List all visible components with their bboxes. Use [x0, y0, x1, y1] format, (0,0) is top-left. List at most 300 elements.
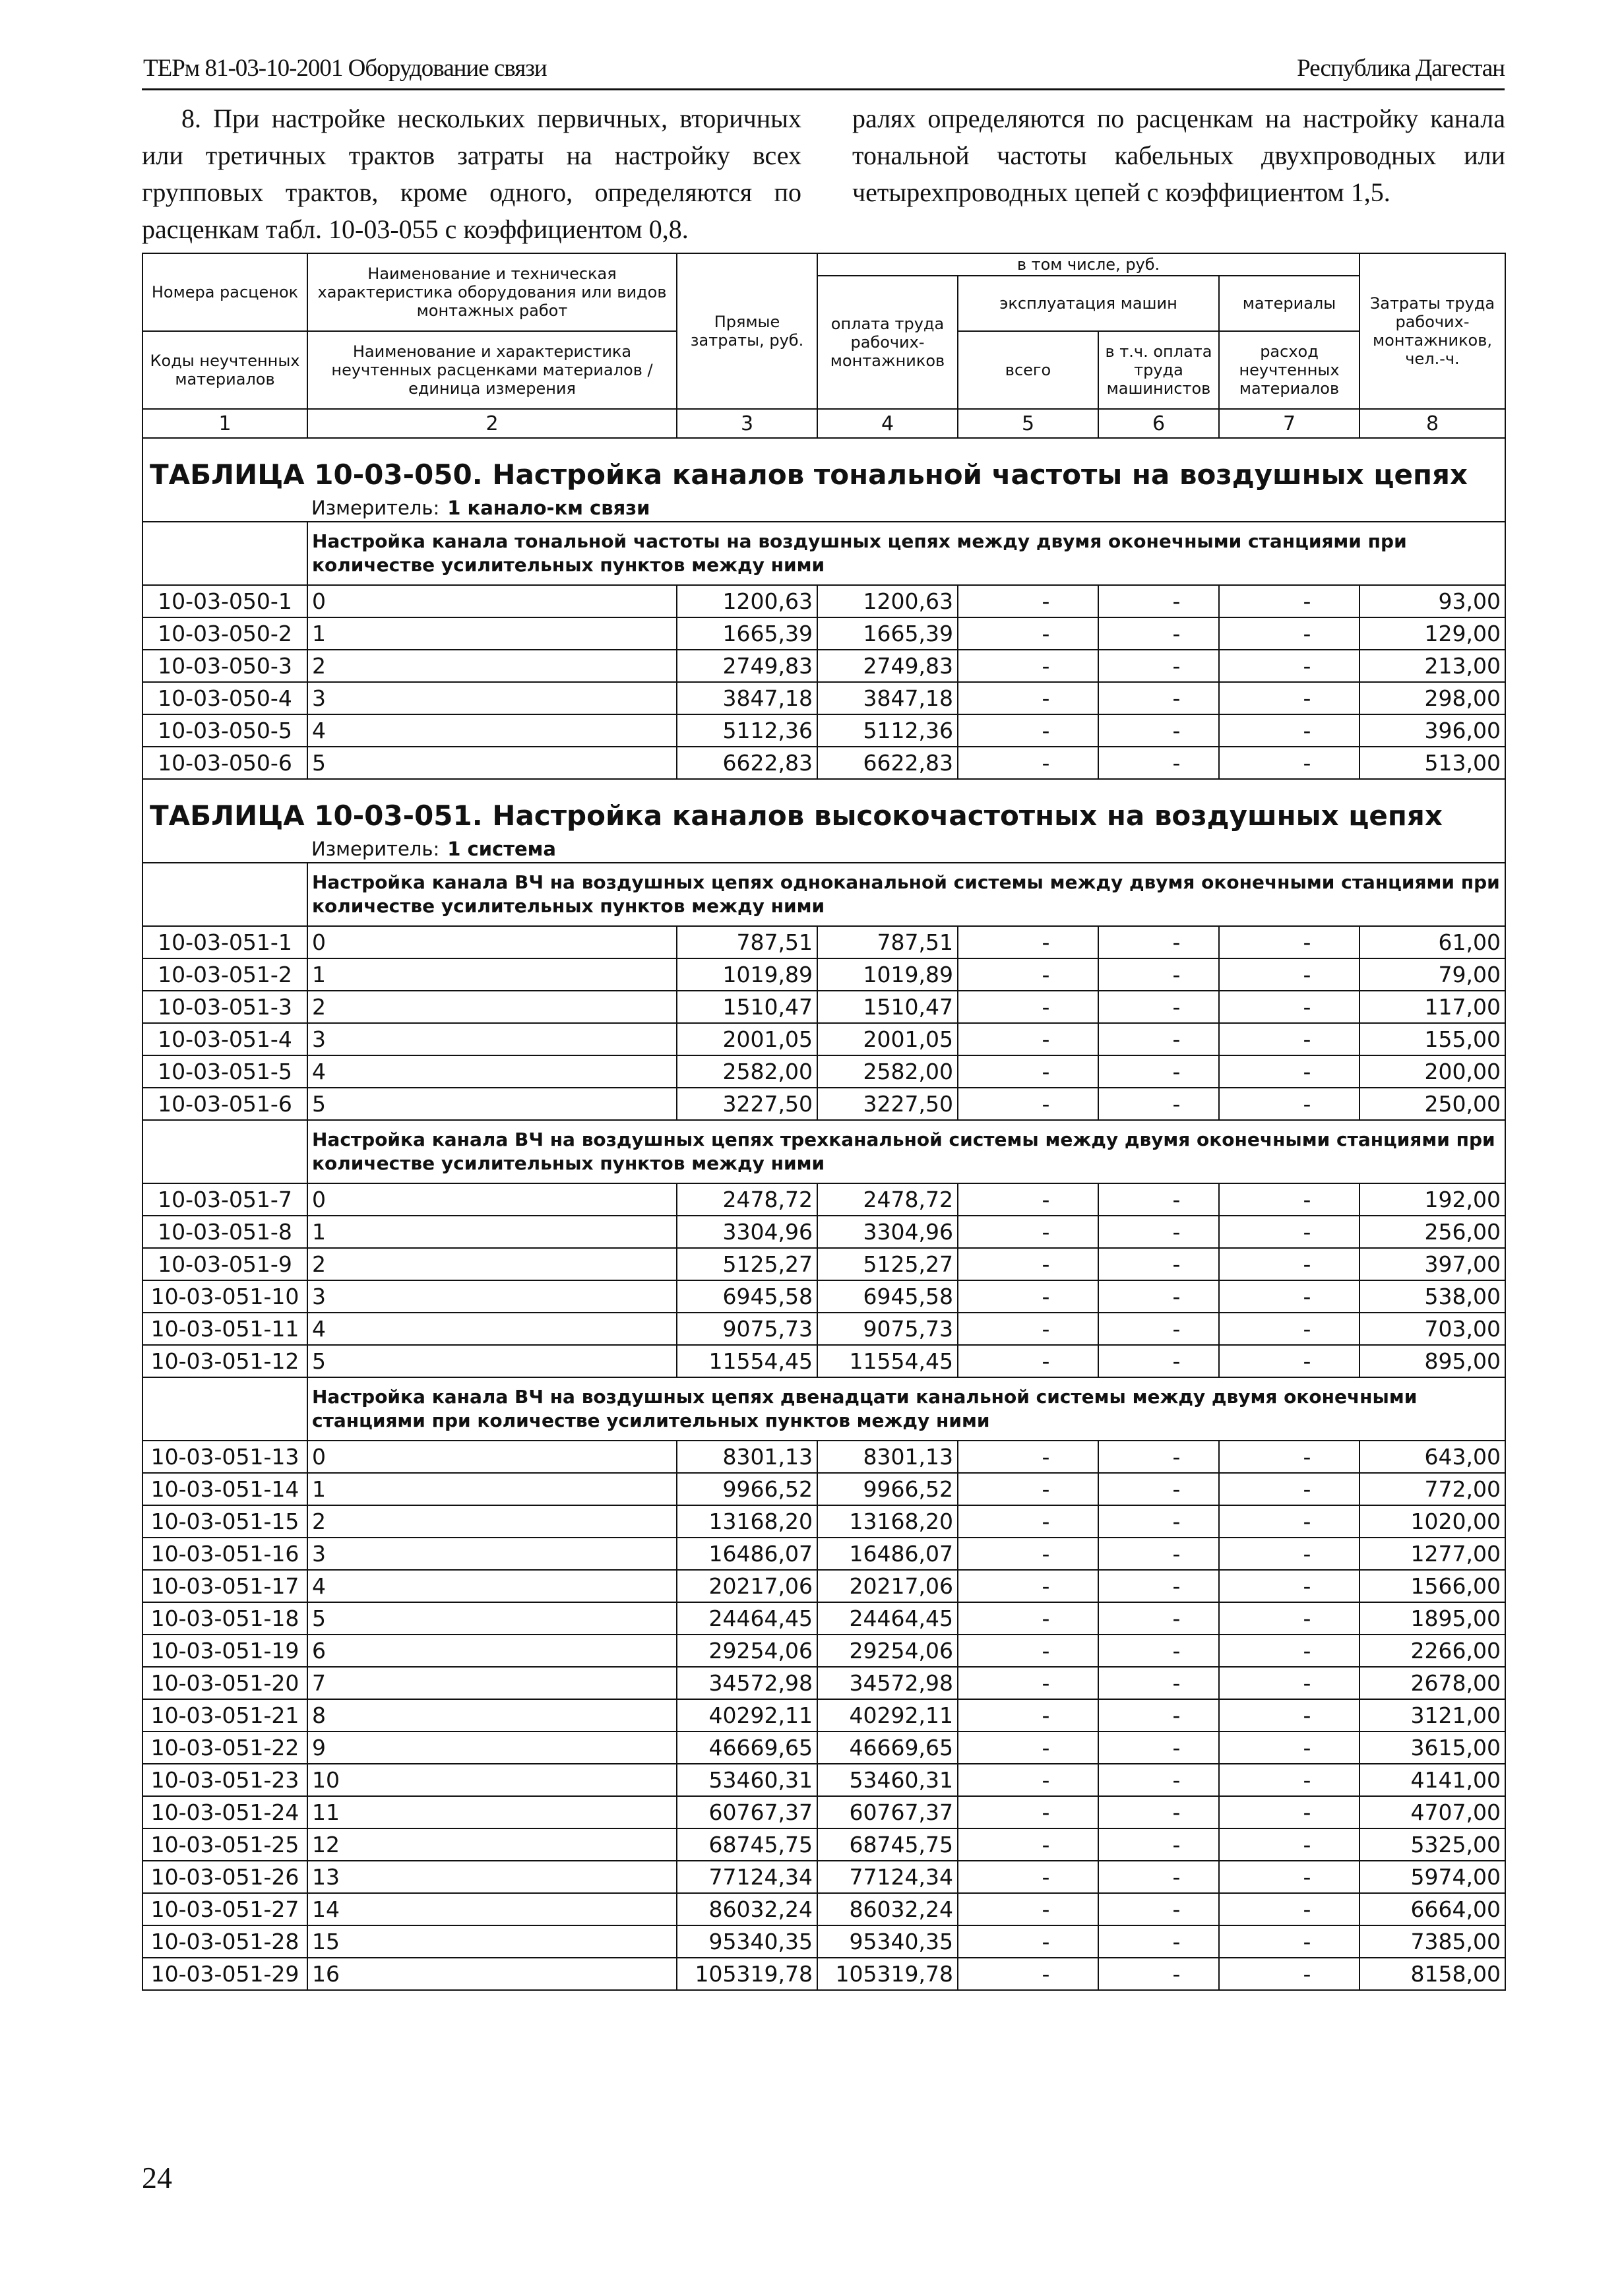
- material-consumption: -: [1219, 747, 1359, 779]
- labor-hours: 155,00: [1359, 1023, 1505, 1055]
- table-row: [142, 1183, 1505, 1216]
- machines-total: -: [958, 1958, 1098, 1990]
- direct-costs: 6945,58: [677, 1280, 817, 1313]
- col-header-work-name: Наименование и техническая характеристика оборудования или видов монтажных работ: [307, 253, 677, 331]
- labor-hours: 93,00: [1359, 585, 1505, 617]
- amplifier-count: 2: [307, 650, 677, 682]
- operator-wages: -: [1098, 926, 1219, 958]
- header-region: Республика Дагестан: [1297, 55, 1505, 82]
- material-consumption: -: [1219, 1183, 1359, 1216]
- direct-costs: 53460,31: [677, 1764, 817, 1796]
- direct-costs: 3847,18: [677, 682, 817, 714]
- machines-total: -: [958, 1248, 1098, 1280]
- machines-total: -: [958, 1699, 1098, 1731]
- material-consumption: -: [1219, 1441, 1359, 1473]
- operator-wages: -: [1098, 1183, 1219, 1216]
- amplifier-count: 15: [307, 1925, 677, 1958]
- rate-code: 10-03-051-16: [142, 1538, 307, 1570]
- col-header-material-codes: Коды неучтенных материалов: [142, 331, 307, 409]
- operator-wages: -: [1098, 1635, 1219, 1667]
- material-consumption: -: [1219, 1635, 1359, 1667]
- material-consumption: -: [1219, 1602, 1359, 1635]
- intro-paragraph-left: 8. При настройке нескольких первичных, вторичных или третичных трактов затраты на настройку всех групповых трактов, кроме одного, определяются по расценкам табл. 10-03-055 с коэффициентом 0,8.: [142, 104, 801, 244]
- material-consumption: -: [1219, 1505, 1359, 1538]
- direct-costs: 2001,05: [677, 1023, 817, 1055]
- amplifier-count: 2: [307, 1248, 677, 1280]
- labor-wages: 16486,07: [817, 1538, 958, 1570]
- amplifier-count: 5: [307, 1088, 677, 1120]
- column-number: 8: [1359, 409, 1505, 438]
- column-number: 4: [817, 409, 958, 438]
- table-row: [142, 1731, 1505, 1764]
- measure-row: [142, 836, 1505, 863]
- labor-hours: 117,00: [1359, 991, 1505, 1023]
- material-consumption: -: [1219, 1699, 1359, 1731]
- direct-costs: 6622,83: [677, 747, 817, 779]
- machines-total: -: [958, 1023, 1098, 1055]
- direct-costs: 86032,24: [677, 1893, 817, 1925]
- amplifier-count: 8: [307, 1699, 677, 1731]
- direct-costs: 24464,45: [677, 1602, 817, 1635]
- operator-wages: -: [1098, 1023, 1219, 1055]
- page-header: [142, 51, 1505, 90]
- amplifier-count: 0: [307, 1183, 677, 1216]
- rate-code: 10-03-051-24: [142, 1796, 307, 1828]
- labor-hours: 200,00: [1359, 1055, 1505, 1088]
- operator-wages: -: [1098, 1764, 1219, 1796]
- table-row: [142, 926, 1505, 958]
- operator-wages: -: [1098, 1313, 1219, 1345]
- machines-total: -: [958, 1280, 1098, 1313]
- operator-wages: -: [1098, 1055, 1219, 1088]
- rate-code: 10-03-051-17: [142, 1570, 307, 1602]
- operator-wages: -: [1098, 1667, 1219, 1699]
- amplifier-count: 5: [307, 1602, 677, 1635]
- labor-wages: 3847,18: [817, 682, 958, 714]
- material-consumption: -: [1219, 1893, 1359, 1925]
- material-consumption: -: [1219, 958, 1359, 991]
- direct-costs: 29254,06: [677, 1635, 817, 1667]
- material-consumption: -: [1219, 1764, 1359, 1796]
- amplifier-count: 2: [307, 1505, 677, 1538]
- operator-wages: -: [1098, 1345, 1219, 1377]
- group-subtitle-row: [142, 1120, 1505, 1183]
- table-row: [142, 1667, 1505, 1699]
- direct-costs: 34572,98: [677, 1667, 817, 1699]
- labor-wages: 6622,83: [817, 747, 958, 779]
- labor-hours: 4707,00: [1359, 1796, 1505, 1828]
- machines-total: -: [958, 1861, 1098, 1893]
- col-header-rate-numbers: Номера расценок: [142, 253, 307, 331]
- rate-code: 10-03-050-5: [142, 714, 307, 747]
- group-subtitle-row: [142, 522, 1505, 585]
- labor-hours: 643,00: [1359, 1441, 1505, 1473]
- material-consumption: -: [1219, 1023, 1359, 1055]
- rate-code: 10-03-051-9: [142, 1248, 307, 1280]
- machines-total: -: [958, 650, 1098, 682]
- table-row: [142, 1345, 1505, 1377]
- column-number: 7: [1219, 409, 1359, 438]
- material-consumption: -: [1219, 1796, 1359, 1828]
- measure-value: 1 система: [447, 838, 556, 860]
- labor-wages: 29254,06: [817, 1635, 958, 1667]
- table-row: [142, 650, 1505, 682]
- machines-total: -: [958, 1441, 1098, 1473]
- direct-costs: 1510,47: [677, 991, 817, 1023]
- material-consumption: -: [1219, 1731, 1359, 1764]
- amplifier-count: 16: [307, 1958, 677, 1990]
- page-number: 24: [142, 2161, 172, 2195]
- rate-code: 10-03-051-11: [142, 1313, 307, 1345]
- group-subtitle: Настройка канала ВЧ на воздушных цепях двенадцати канальной системы между двумя оконечными станциями при количестве усилительных пунктов между ними: [307, 1377, 1505, 1441]
- amplifier-count: 4: [307, 1313, 677, 1345]
- direct-costs: 2582,00: [677, 1055, 817, 1088]
- labor-wages: 40292,11: [817, 1699, 958, 1731]
- rates-table: [142, 253, 1506, 1991]
- direct-costs: 1665,39: [677, 617, 817, 650]
- col-header-including: в том числе, руб.: [817, 253, 1359, 276]
- labor-hours: 7385,00: [1359, 1925, 1505, 1958]
- table-row: [142, 1023, 1505, 1055]
- rate-code: 10-03-051-1: [142, 926, 307, 958]
- machines-total: -: [958, 682, 1098, 714]
- labor-hours: 5325,00: [1359, 1828, 1505, 1861]
- labor-wages: 2001,05: [817, 1023, 958, 1055]
- direct-costs: 20217,06: [677, 1570, 817, 1602]
- machines-total: -: [958, 1731, 1098, 1764]
- operator-wages: -: [1098, 1216, 1219, 1248]
- machines-total: -: [958, 617, 1098, 650]
- machines-total: -: [958, 991, 1098, 1023]
- machines-total: -: [958, 1602, 1098, 1635]
- rate-code: 10-03-051-23: [142, 1764, 307, 1796]
- direct-costs: 1019,89: [677, 958, 817, 991]
- labor-hours: 1277,00: [1359, 1538, 1505, 1570]
- table-row: [142, 1635, 1505, 1667]
- labor-hours: 192,00: [1359, 1183, 1505, 1216]
- labor-wages: 1200,63: [817, 585, 958, 617]
- direct-costs: 68745,75: [677, 1828, 817, 1861]
- col-header-operator-wages: в т.ч. оплата труда машинистов: [1098, 331, 1219, 409]
- col-header-material-name: Наименование и характеристика неучтенных расценками материалов / единица измерения: [307, 331, 677, 409]
- direct-costs: 40292,11: [677, 1699, 817, 1731]
- amplifier-count: 6: [307, 1635, 677, 1667]
- amplifier-count: 11: [307, 1796, 677, 1828]
- direct-costs: 16486,07: [677, 1538, 817, 1570]
- labor-wages: 46669,65: [817, 1731, 958, 1764]
- machines-total: -: [958, 1893, 1098, 1925]
- labor-wages: 11554,45: [817, 1345, 958, 1377]
- machines-total: -: [958, 1764, 1098, 1796]
- header-document-code: ТЕРм 81-03-10-2001 Оборудование связи: [143, 55, 547, 82]
- table-row: [142, 1893, 1505, 1925]
- rate-code: 10-03-051-20: [142, 1667, 307, 1699]
- amplifier-count: 1: [307, 1473, 677, 1505]
- labor-hours: 513,00: [1359, 747, 1505, 779]
- material-consumption: -: [1219, 714, 1359, 747]
- amplifier-count: 1: [307, 958, 677, 991]
- rate-code: 10-03-050-3: [142, 650, 307, 682]
- measure-label: Измеритель:: [311, 497, 440, 519]
- machines-total: -: [958, 1925, 1098, 1958]
- operator-wages: -: [1098, 1828, 1219, 1861]
- amplifier-count: 4: [307, 1055, 677, 1088]
- labor-wages: 1510,47: [817, 991, 958, 1023]
- rate-code: 10-03-051-14: [142, 1473, 307, 1505]
- material-consumption: -: [1219, 1473, 1359, 1505]
- direct-costs: 46669,65: [677, 1731, 817, 1764]
- operator-wages: -: [1098, 585, 1219, 617]
- material-consumption: -: [1219, 991, 1359, 1023]
- labor-hours: 256,00: [1359, 1216, 1505, 1248]
- direct-costs: 2478,72: [677, 1183, 817, 1216]
- table-row: [142, 1473, 1505, 1505]
- rate-code: 10-03-051-21: [142, 1699, 307, 1731]
- measure-cell: [307, 495, 1505, 522]
- column-number-row: [142, 409, 1505, 438]
- labor-hours: 396,00: [1359, 714, 1505, 747]
- direct-costs: 60767,37: [677, 1796, 817, 1828]
- labor-wages: 2478,72: [817, 1183, 958, 1216]
- labor-hours: 3121,00: [1359, 1699, 1505, 1731]
- col-header-direct-costs: Прямые затраты, руб.: [677, 253, 817, 409]
- direct-costs: 95340,35: [677, 1925, 817, 1958]
- group-subtitle: Настройка канала тональной частоты на воздушных цепях между двумя оконечными станциями при количестве усилительных пунктов между ними: [307, 522, 1505, 585]
- direct-costs: 77124,34: [677, 1861, 817, 1893]
- amplifier-count: 2: [307, 991, 677, 1023]
- labor-hours: 1020,00: [1359, 1505, 1505, 1538]
- labor-hours: 3615,00: [1359, 1731, 1505, 1764]
- table-row: [142, 1313, 1505, 1345]
- amplifier-count: 7: [307, 1667, 677, 1699]
- labor-wages: 95340,35: [817, 1925, 958, 1958]
- table-row: [142, 1764, 1505, 1796]
- material-consumption: -: [1219, 926, 1359, 958]
- rate-code: 10-03-051-27: [142, 1893, 307, 1925]
- material-consumption: -: [1219, 617, 1359, 650]
- measure-cell: [307, 836, 1505, 863]
- column-number: 6: [1098, 409, 1219, 438]
- labor-wages: 6945,58: [817, 1280, 958, 1313]
- labor-hours: 2266,00: [1359, 1635, 1505, 1667]
- labor-wages: 13168,20: [817, 1505, 958, 1538]
- machines-total: -: [958, 1538, 1098, 1570]
- table-row: [142, 1216, 1505, 1248]
- labor-wages: 34572,98: [817, 1667, 958, 1699]
- table-row: [142, 958, 1505, 991]
- direct-costs: 8301,13: [677, 1441, 817, 1473]
- column-number: 2: [307, 409, 677, 438]
- labor-hours: 129,00: [1359, 617, 1505, 650]
- direct-costs: 9966,52: [677, 1473, 817, 1505]
- material-consumption: -: [1219, 1828, 1359, 1861]
- rate-code: 10-03-051-5: [142, 1055, 307, 1088]
- operator-wages: -: [1098, 1731, 1219, 1764]
- labor-hours: 538,00: [1359, 1280, 1505, 1313]
- table-row: [142, 1441, 1505, 1473]
- machines-total: -: [958, 747, 1098, 779]
- labor-hours: 5974,00: [1359, 1861, 1505, 1893]
- table-row: [142, 585, 1505, 617]
- material-consumption: -: [1219, 1570, 1359, 1602]
- labor-hours: 2678,00: [1359, 1667, 1505, 1699]
- operator-wages: -: [1098, 1925, 1219, 1958]
- labor-wages: 5125,27: [817, 1248, 958, 1280]
- col-header-machines-total: всего: [958, 331, 1098, 409]
- operator-wages: -: [1098, 682, 1219, 714]
- rate-code: 10-03-051-2: [142, 958, 307, 991]
- material-consumption: -: [1219, 1313, 1359, 1345]
- direct-costs: 2749,83: [677, 650, 817, 682]
- machines-total: -: [958, 1216, 1098, 1248]
- table-row: [142, 714, 1505, 747]
- rate-code: 10-03-050-4: [142, 682, 307, 714]
- table-row: [142, 1055, 1505, 1088]
- rate-code: 10-03-051-10: [142, 1280, 307, 1313]
- material-consumption: -: [1219, 1055, 1359, 1088]
- rate-code: 10-03-051-19: [142, 1635, 307, 1667]
- labor-wages: 3304,96: [817, 1216, 958, 1248]
- operator-wages: -: [1098, 1248, 1219, 1280]
- operator-wages: -: [1098, 714, 1219, 747]
- rate-code: 10-03-051-6: [142, 1088, 307, 1120]
- labor-wages: 20217,06: [817, 1570, 958, 1602]
- material-consumption: -: [1219, 1925, 1359, 1958]
- amplifier-count: 1: [307, 617, 677, 650]
- subtitle-spacer: [142, 1120, 307, 1183]
- table-title-row: [142, 438, 1505, 495]
- material-consumption: -: [1219, 1538, 1359, 1570]
- labor-wages: 105319,78: [817, 1958, 958, 1990]
- amplifier-count: 0: [307, 1441, 677, 1473]
- machines-total: -: [958, 1055, 1098, 1088]
- direct-costs: 13168,20: [677, 1505, 817, 1538]
- labor-wages: 5112,36: [817, 714, 958, 747]
- col-header-labor-hours: Затраты труда рабочих-монтажников, чел.-ч.: [1359, 253, 1505, 409]
- operator-wages: -: [1098, 617, 1219, 650]
- labor-wages: 9075,73: [817, 1313, 958, 1345]
- table-row: [142, 1925, 1505, 1958]
- operator-wages: -: [1098, 1505, 1219, 1538]
- rate-code: 10-03-051-8: [142, 1216, 307, 1248]
- operator-wages: -: [1098, 1861, 1219, 1893]
- table-row: [142, 617, 1505, 650]
- table-row: [142, 747, 1505, 779]
- labor-hours: 703,00: [1359, 1313, 1505, 1345]
- amplifier-count: 3: [307, 1280, 677, 1313]
- labor-hours: 61,00: [1359, 926, 1505, 958]
- header-row-1: [142, 253, 1505, 276]
- machines-total: -: [958, 958, 1098, 991]
- direct-costs: 9075,73: [677, 1313, 817, 1345]
- measure-row: [142, 495, 1505, 522]
- labor-hours: 4141,00: [1359, 1764, 1505, 1796]
- direct-costs: 787,51: [677, 926, 817, 958]
- labor-wages: 787,51: [817, 926, 958, 958]
- operator-wages: -: [1098, 1441, 1219, 1473]
- labor-hours: 895,00: [1359, 1345, 1505, 1377]
- machines-total: -: [958, 1088, 1098, 1120]
- material-consumption: -: [1219, 1861, 1359, 1893]
- labor-wages: 3227,50: [817, 1088, 958, 1120]
- material-consumption: -: [1219, 585, 1359, 617]
- amplifier-count: 1: [307, 1216, 677, 1248]
- col-header-material-consumption: расход неучтенных материалов: [1219, 331, 1359, 409]
- rate-code: 10-03-051-3: [142, 991, 307, 1023]
- operator-wages: -: [1098, 1473, 1219, 1505]
- material-consumption: -: [1219, 682, 1359, 714]
- rate-code: 10-03-050-1: [142, 585, 307, 617]
- machines-total: -: [958, 1505, 1098, 1538]
- table-row: [142, 991, 1505, 1023]
- labor-wages: 60767,37: [817, 1796, 958, 1828]
- machines-total: -: [958, 1828, 1098, 1861]
- table-row: [142, 1570, 1505, 1602]
- operator-wages: -: [1098, 1280, 1219, 1313]
- rate-code: 10-03-050-6: [142, 747, 307, 779]
- measure-spacer: [142, 836, 307, 863]
- labor-hours: 6664,00: [1359, 1893, 1505, 1925]
- labor-hours: 1895,00: [1359, 1602, 1505, 1635]
- amplifier-count: 4: [307, 1570, 677, 1602]
- rate-code: 10-03-051-29: [142, 1958, 307, 1990]
- machines-total: -: [958, 1183, 1098, 1216]
- operator-wages: -: [1098, 1699, 1219, 1731]
- rate-code: 10-03-051-22: [142, 1731, 307, 1764]
- amplifier-count: 4: [307, 714, 677, 747]
- amplifier-count: 14: [307, 1893, 677, 1925]
- table-title: ТАБЛИЦА 10-03-050. Настройка каналов тональной частоты на воздушных цепях: [142, 438, 1505, 495]
- table-title: ТАБЛИЦА 10-03-051. Настройка каналов высокочастотных на воздушных цепях: [142, 779, 1505, 836]
- table-row: [142, 1505, 1505, 1538]
- table-row: [142, 1828, 1505, 1861]
- machines-total: -: [958, 585, 1098, 617]
- group-subtitle: Настройка канала ВЧ на воздушных цепях трехканальной системы между двумя оконечными станциями при количестве усилительных пунктов между ними: [307, 1120, 1505, 1183]
- table-row: [142, 1958, 1505, 1990]
- amplifier-count: 5: [307, 1345, 677, 1377]
- operator-wages: -: [1098, 747, 1219, 779]
- rate-code: 10-03-051-28: [142, 1925, 307, 1958]
- material-consumption: -: [1219, 1958, 1359, 1990]
- amplifier-count: 3: [307, 1023, 677, 1055]
- direct-costs: 105319,78: [677, 1958, 817, 1990]
- amplifier-count: 13: [307, 1861, 677, 1893]
- table-row: [142, 1088, 1505, 1120]
- labor-wages: 1019,89: [817, 958, 958, 991]
- measure-spacer: [142, 495, 307, 522]
- amplifier-count: 0: [307, 926, 677, 958]
- labor-hours: 772,00: [1359, 1473, 1505, 1505]
- operator-wages: -: [1098, 1796, 1219, 1828]
- group-subtitle-row: [142, 1377, 1505, 1441]
- table-row: [142, 1796, 1505, 1828]
- table-row: [142, 682, 1505, 714]
- col-header-materials: материалы: [1219, 276, 1359, 331]
- operator-wages: -: [1098, 1538, 1219, 1570]
- subtitle-spacer: [142, 863, 307, 926]
- operator-wages: -: [1098, 1088, 1219, 1120]
- labor-hours: 1566,00: [1359, 1570, 1505, 1602]
- labor-wages: 2582,00: [817, 1055, 958, 1088]
- material-consumption: -: [1219, 1667, 1359, 1699]
- column-number: 1: [142, 409, 307, 438]
- labor-hours: 397,00: [1359, 1248, 1505, 1280]
- labor-wages: 53460,31: [817, 1764, 958, 1796]
- labor-wages: 68745,75: [817, 1828, 958, 1861]
- rate-code: 10-03-051-15: [142, 1505, 307, 1538]
- material-consumption: -: [1219, 1216, 1359, 1248]
- direct-costs: 3227,50: [677, 1088, 817, 1120]
